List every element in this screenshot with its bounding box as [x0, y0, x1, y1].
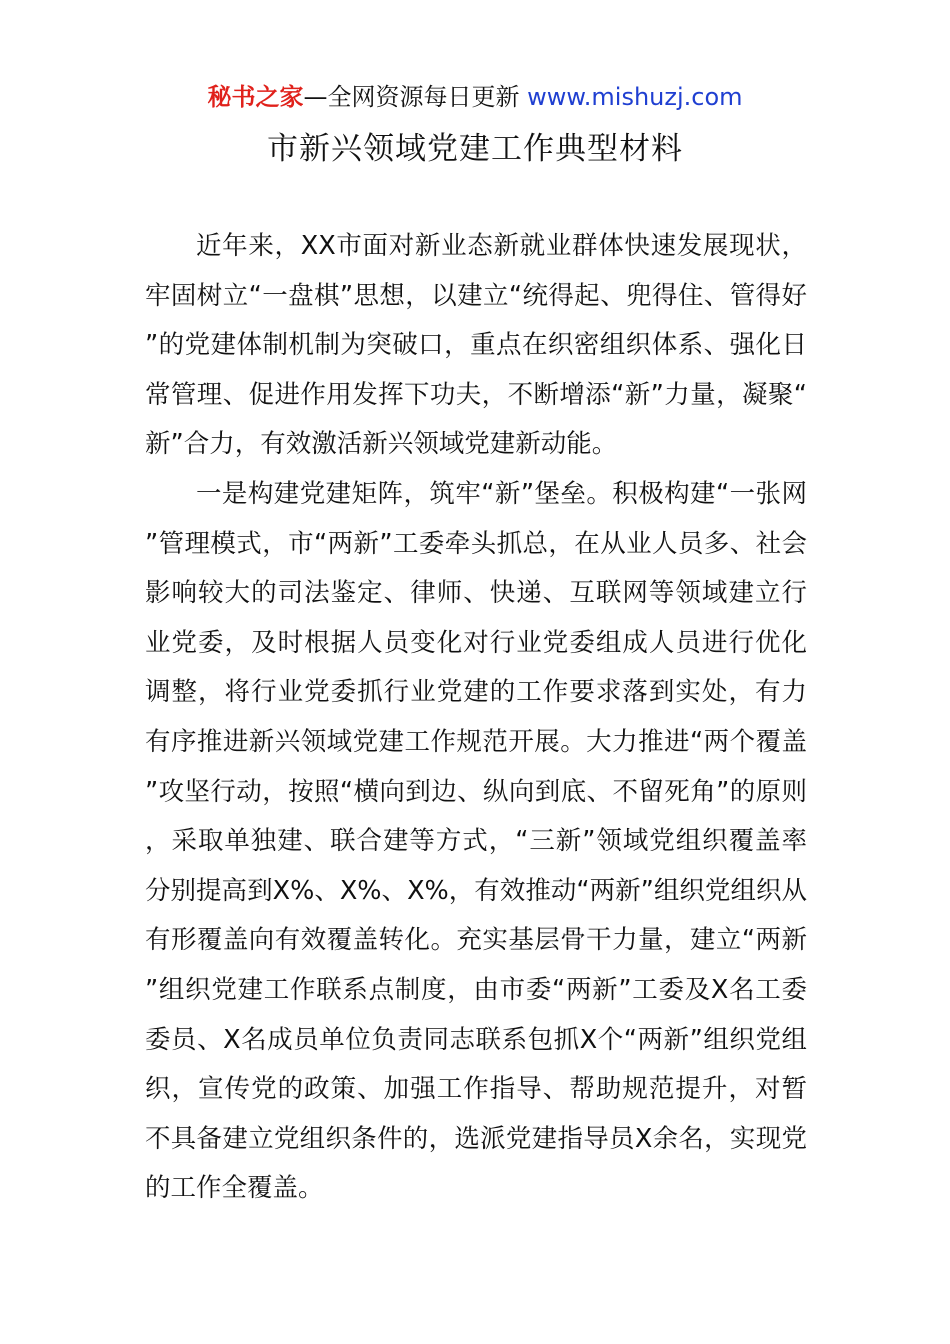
document-title: 市新兴领域党建工作典型材料	[267, 131, 683, 167]
site-slogan: —全网资源每日更新	[303, 83, 520, 111]
paragraph-section-one: 一是构建党建矩阵，筑牢“新”堡垒。积极构建“一张网”管理模式，市“两新”工委牵头抓总，在从业人员多、社会影响较大的司法鉴定、律师、快递、互联网等领域建立行业党委，及时根据人员变化对行业党委组成人员进行优化调整，将行业党委抓行业党建的工作要求落到实处，有力有序推进新兴领域党建工作规范开展。大力推进“两个覆盖”攻坚行动，按照“横向到边、纵向到底、不留死角”的原则，采取单独建、联合建等方式，“三新”领域党组织覆盖率分别提高到X%、X%、X%，有效推动“两新”组织党组织从有形覆盖向有效覆盖转化。充实基层骨干力量，建立“两新”组织党建工作联系点制度，由市委“两新”工委及X名工委委员、X名成员单位负责同志联系包抓X个“两新”组织党组织，宣传党的政策、加强工作指导、帮助规范提升，对暂不具备建立党组织条件的，选派党建指导员X余名，实现党的工作全覆盖。	[145, 478, 807, 1204]
site-brand: 秘书之家	[207, 83, 304, 111]
paragraph-intro: 近年来，XX市面对新业态新就业群体快速发展现状，牢固树立“一盘棋”思想，以建立“统得起、兜得住、管得好”的党建体制机制为突破口，重点在织密组织体系、强化日常管理、促进作用发挥下功夫，不断增添“新”力量，凝聚“新”合力，有效激活新兴领域党建新动能。	[145, 231, 807, 460]
site-header	[0, 82, 950, 112]
document-body	[145, 222, 807, 1214]
site-url-link[interactable]: www.mishuzj.com	[527, 83, 743, 111]
